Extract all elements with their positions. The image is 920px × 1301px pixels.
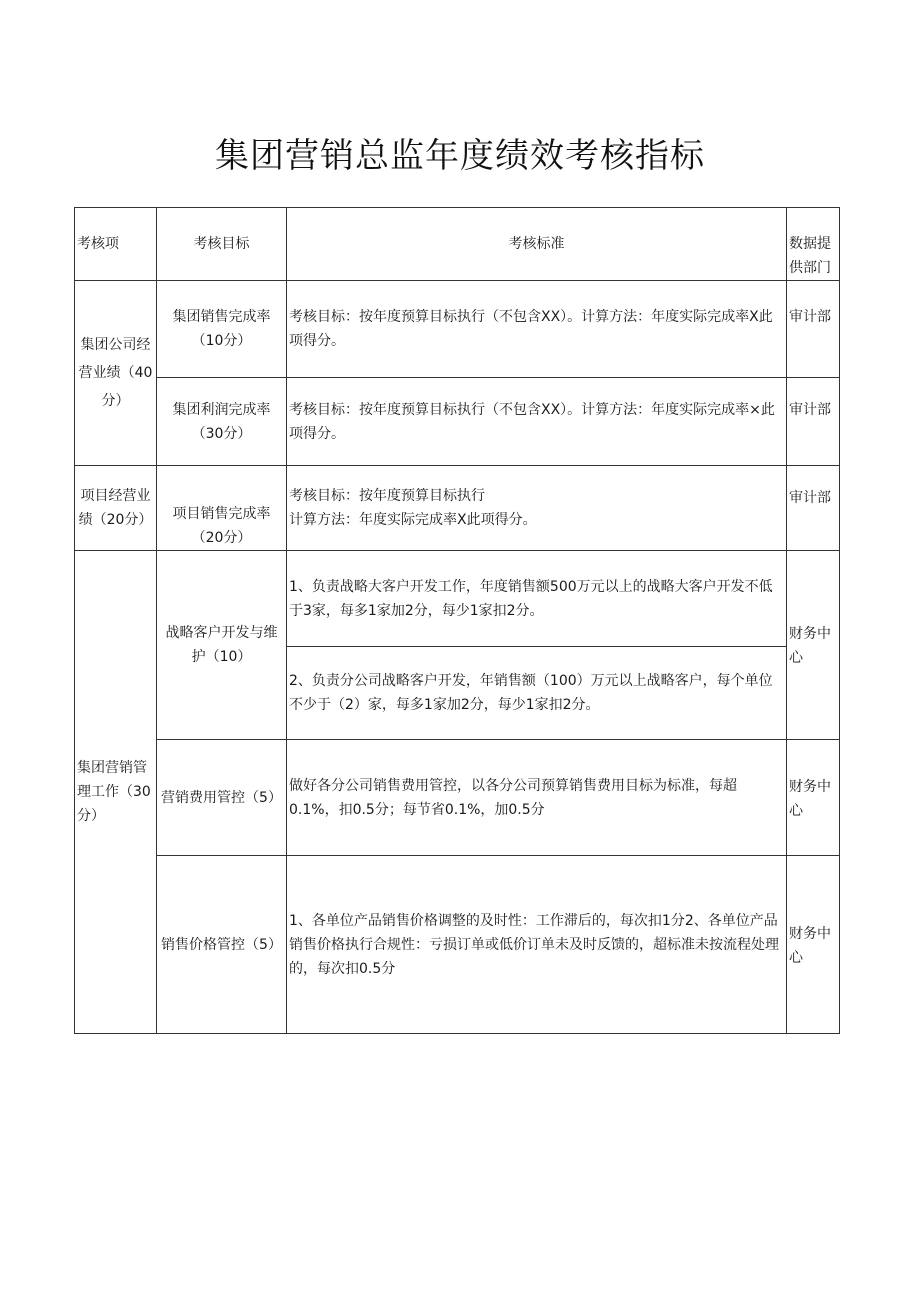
standard-cell: 1、负责战略大客户开发工作，年度销售额500万元以上的战略大客户开发不低于3家，每多1家加2分，每少1家扣2分。 <box>287 551 787 647</box>
table-header-row <box>75 208 840 281</box>
item-group-company-performance: 集团公司经营业绩（40分） <box>75 281 157 466</box>
dept-cell: 审计部 <box>787 378 840 466</box>
table-row <box>75 856 840 1034</box>
header-standard: 考核标准 <box>287 208 787 281</box>
kpi-table <box>74 207 840 1034</box>
item-project-performance: 项目经营业绩（20分） <box>75 466 157 551</box>
standard-cell: 1、各单位产品销售价格调整的及时性：工作滞后的，每次扣1分2、各单位产品销售价格执行合规性：亏损订单或低价订单未及时反馈的，超标准未按流程处理的，每次扣0.5分 <box>287 856 787 1034</box>
goal-cell: 营销费用管控（5） <box>157 740 287 856</box>
dept-cell: 财务中心 <box>787 856 840 1034</box>
dept-cell: 财务中心 <box>787 551 840 740</box>
goal-cell: 项目销售完成率（20分） <box>157 466 287 551</box>
table-row <box>75 378 840 466</box>
standard-cell: 考核目标：按年度预算目标执行（不包含XX）。计算方法：年度实际完成率×此项得分。 <box>287 378 787 466</box>
table-row <box>75 281 840 378</box>
standard-line: 考核目标：按年度预算目标执行 <box>289 488 485 504</box>
goal-cell: 销售价格管控（5） <box>157 856 287 1034</box>
goal-cell: 集团销售完成率（10分） <box>157 281 287 378</box>
page-title: 集团营销总监年度绩效考核指标 <box>215 136 705 176</box>
goal-cell: 集团利润完成率（30分） <box>157 378 287 466</box>
standard-cell: 做好各分公司销售费用管控，以各分公司预算销售费用目标为标准，每超0.1%，扣0.5分；每节省0.1%，加0.5分 <box>287 740 787 856</box>
standard-line: 计算方法：年度实际完成率X此项得分。 <box>289 512 537 528</box>
item-marketing-management: 集团营销管理工作（30分） <box>75 551 157 1034</box>
header-goal: 考核目标 <box>157 208 287 281</box>
dept-cell: 财务中心 <box>787 740 840 856</box>
standard-cell: 2、负责分公司战略客户开发，年销售额（100）万元以上战略客户，每个单位不少于（2）家，每多1家加2分，每少1家扣2分。 <box>287 647 787 740</box>
goal-cell: 战略客户开发与维护（10） <box>157 551 287 740</box>
dept-cell: 审计部 <box>787 466 840 551</box>
header-item: 考核项 <box>75 208 157 281</box>
dept-cell: 审计部 <box>787 281 840 378</box>
header-dept: 数据提供部门 <box>787 208 840 281</box>
standard-cell: 考核目标：按年度预算目标执行（不包含XX）。计算方法：年度实际完成率X此项得分。 <box>287 281 787 378</box>
table-row <box>75 740 840 856</box>
table-row <box>75 551 840 647</box>
standard-cell <box>287 466 787 551</box>
table-row <box>75 466 840 551</box>
